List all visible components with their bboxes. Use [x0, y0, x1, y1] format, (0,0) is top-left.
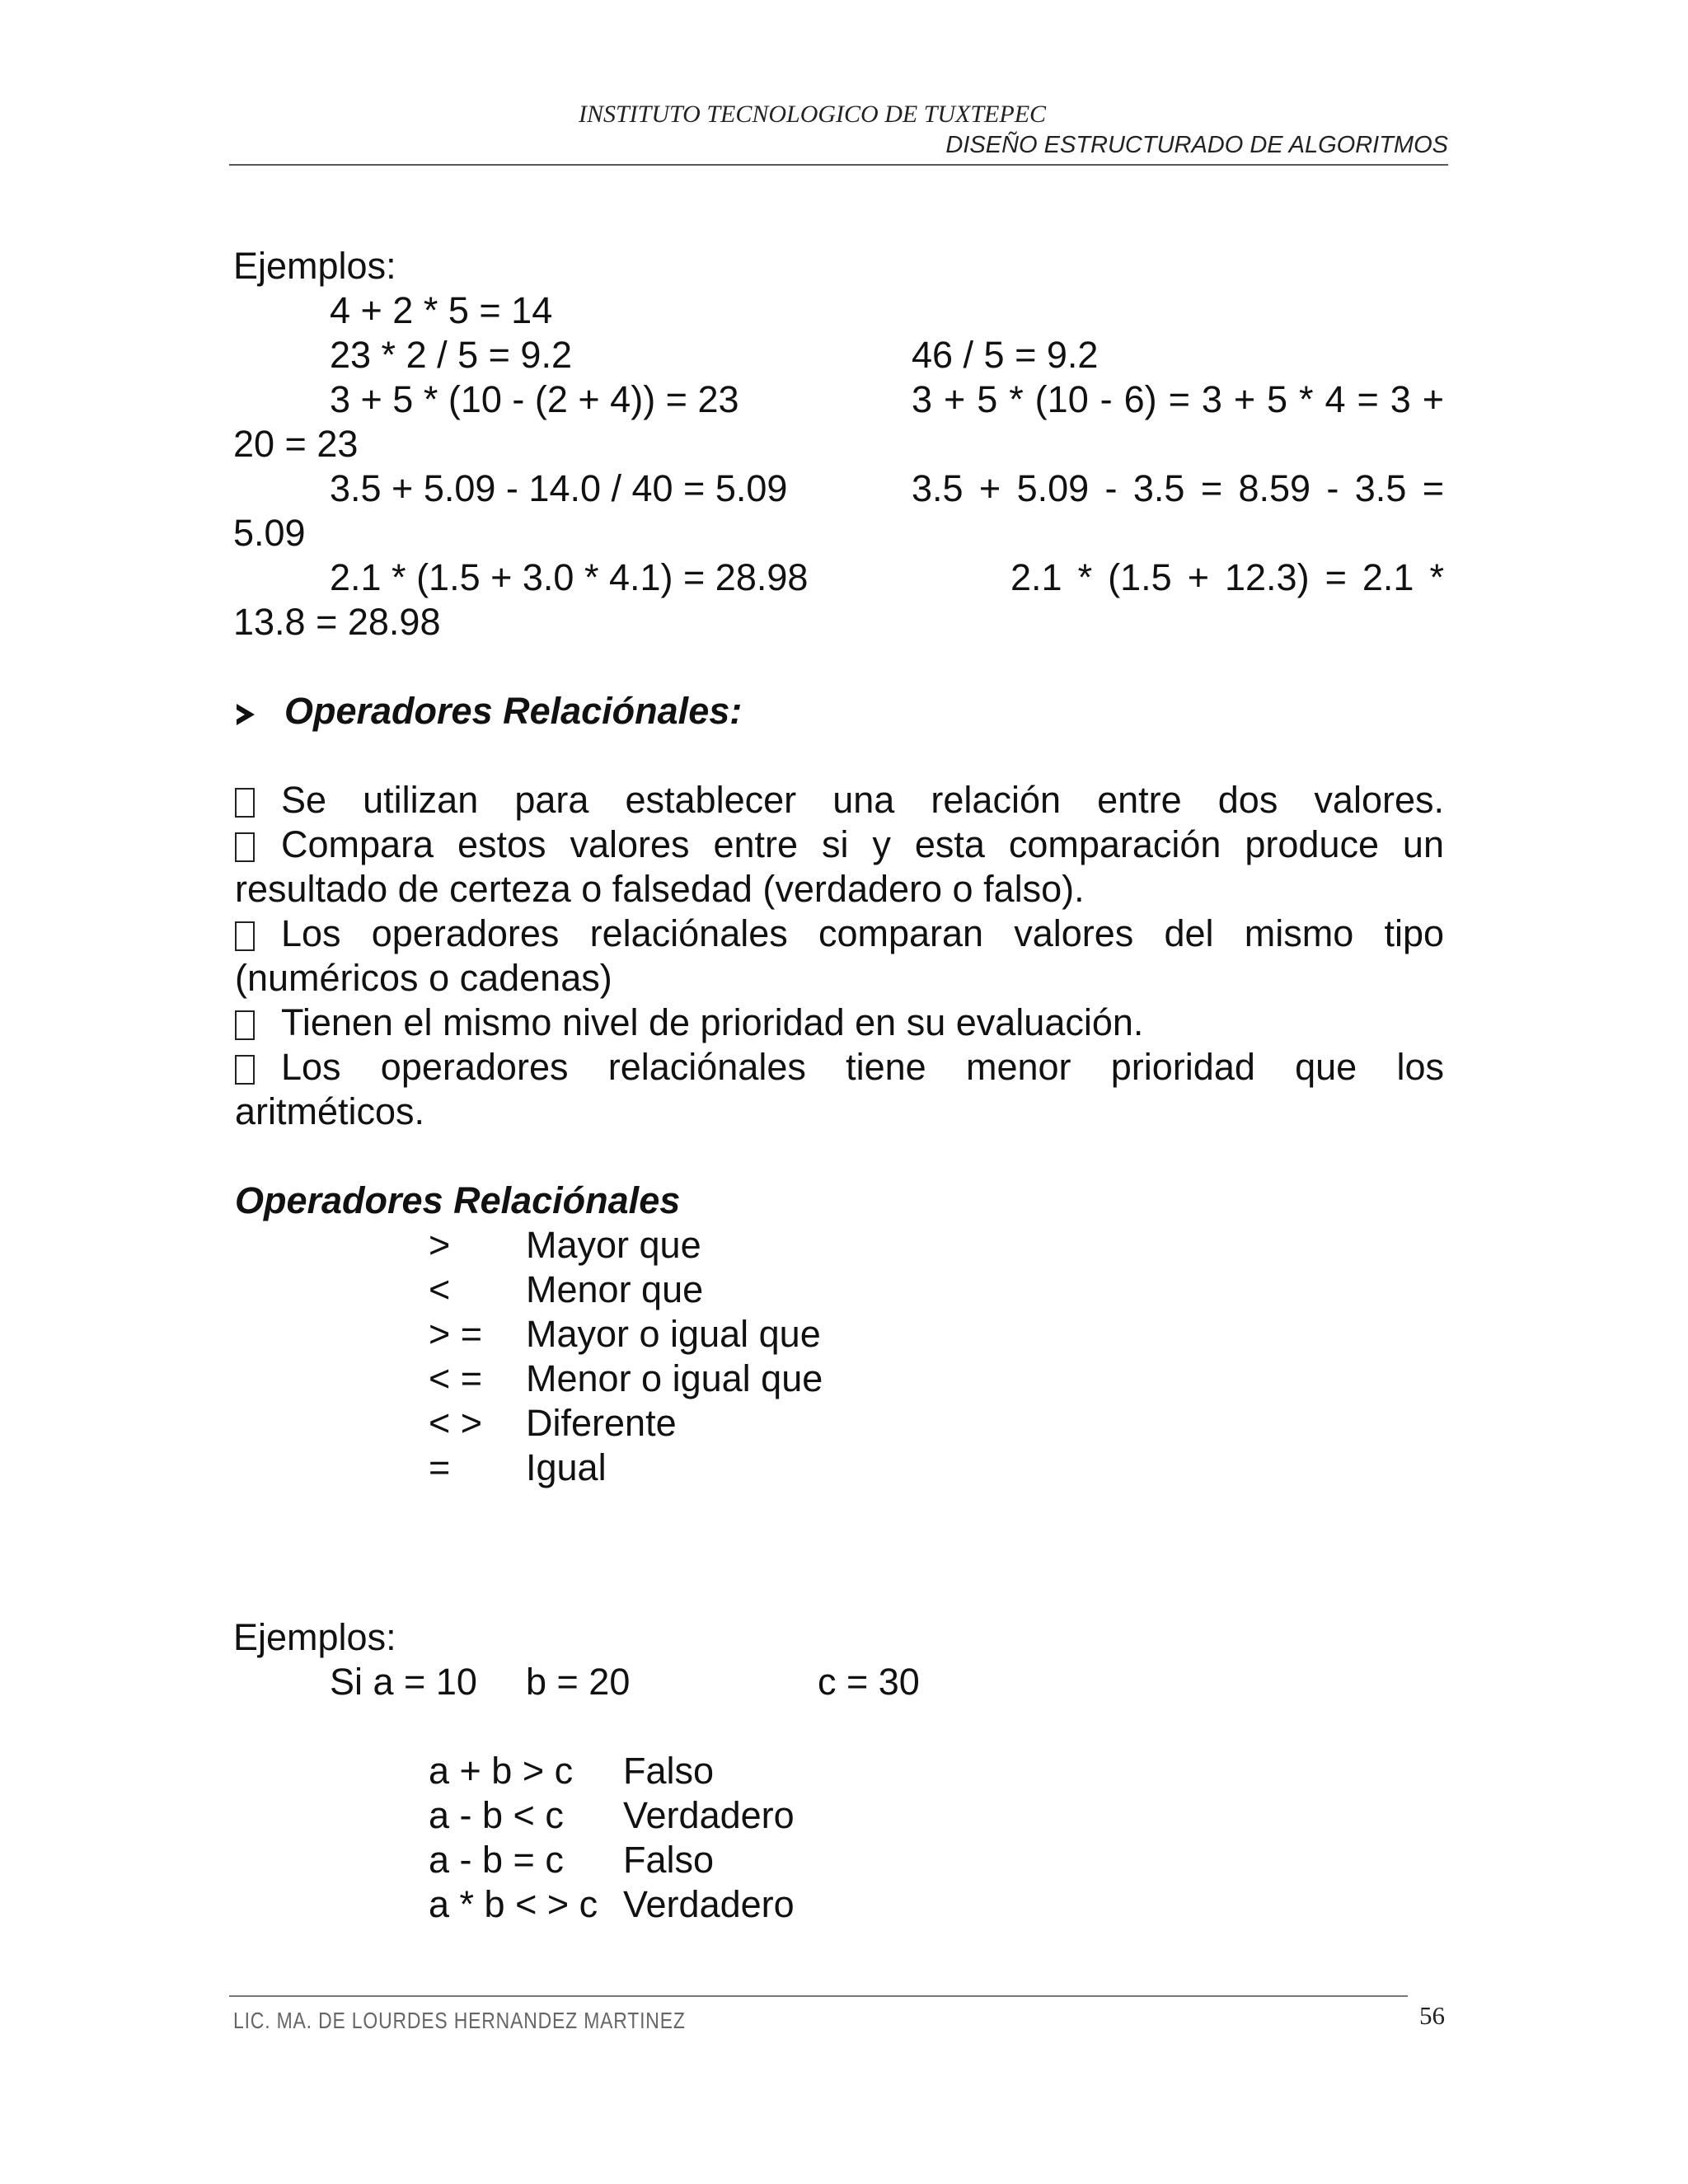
example-left: 2.1 * (1.5 + 3.0 * 4.1) = 28.98: [330, 556, 809, 598]
header-institute: INSTITUTO TECNOLOGICO DE TUXTEPEC: [579, 101, 1047, 128]
operators-title: Operadores Relaciónales: [235, 1179, 681, 1221]
example-right: 46 / 5 = 9.2: [912, 334, 1099, 376]
example-continuation: 5.09: [233, 512, 306, 554]
header-rule: [229, 164, 1448, 166]
relational-expression: a - b < c: [429, 1794, 564, 1836]
example-right: 3 + 5 * (10 - 6) = 3 + 5 * 4 = 3 +: [912, 378, 1444, 420]
example-continuation: 13.8 = 28.98: [233, 601, 441, 643]
operator-symbol: >: [429, 1224, 451, 1266]
bullet-item: Tienen el mismo nivel de prioridad en su evaluación.: [235, 1001, 1444, 1045]
relational-expression: a * b < > c: [429, 1883, 598, 1925]
examples-title: Ejemplos:: [233, 245, 396, 287]
operator-meaning: Mayor que: [526, 1224, 701, 1266]
relational-result: Verdadero: [623, 1794, 795, 1836]
example-right: 3.5 + 5.09 - 3.5 = 8.59 - 3.5 =: [912, 467, 1444, 509]
relational-result: Falso: [623, 1839, 715, 1881]
bullet-item: Los operadores relaciónales comparan valores del mismo tipo (numéricos o cadenas): [235, 912, 1444, 999]
operator-meaning: Diferente: [526, 1402, 677, 1444]
var-c: c = 30: [818, 1661, 920, 1703]
footer-rule: [229, 1995, 1408, 1997]
example-right: 2.1 * (1.5 + 12.3) = 2.1 *: [1010, 556, 1444, 598]
relational-expression: a - b = c: [429, 1839, 564, 1881]
bullet-item: Los operadores relaciónales tiene menor prioridad que los aritméticos.: [235, 1046, 1444, 1132]
example-left: 4 + 2 * 5 = 14: [330, 289, 553, 331]
section-heading: [237, 689, 742, 733]
operator-symbol: < =: [429, 1357, 483, 1399]
operator-symbol: < >: [429, 1402, 483, 1444]
footer-author: LIC. MA. DE LOURDES HERNANDEZ MARTINEZ: [233, 2008, 686, 2033]
example-continuation: 20 = 23: [233, 423, 359, 465]
bullet-box-icon: [235, 1055, 255, 1085]
page-number: 56: [1419, 2001, 1445, 2030]
arrow-bullet-icon: [237, 704, 255, 725]
bullet-box-icon: [235, 832, 255, 862]
var-a: Si a = 10: [330, 1661, 477, 1703]
operator-meaning: Igual: [526, 1446, 607, 1488]
operator-meaning: Mayor o igual que: [526, 1313, 821, 1355]
operator-symbol: > =: [429, 1313, 483, 1355]
bullet-item: Se utilizan para establecer una relación entre dos valores.: [235, 778, 1444, 823]
relational-result: Verdadero: [623, 1883, 795, 1925]
operator-meaning: Menor que: [526, 1268, 704, 1310]
relational-expression: a + b > c: [429, 1750, 574, 1792]
operator-symbol: <: [429, 1268, 451, 1310]
bullet-box-icon: [235, 788, 255, 818]
examples2-title: Ejemplos:: [233, 1616, 396, 1658]
example-left: 23 * 2 / 5 = 9.2: [330, 334, 572, 376]
example-left: 3.5 + 5.09 - 14.0 / 40 = 5.09: [330, 467, 788, 509]
section-heading-text: Operadores Relaciónales:: [284, 690, 743, 732]
bullet-box-icon: [235, 921, 255, 951]
relational-result: Falso: [623, 1750, 715, 1792]
bullet-box-icon: [235, 1010, 255, 1040]
operator-meaning: Menor o igual que: [526, 1357, 823, 1399]
operator-symbol: =: [429, 1446, 451, 1488]
header-course: DISEÑO ESTRUCTURADO DE ALGORITMOS: [945, 132, 1448, 158]
var-b: b = 20: [526, 1661, 631, 1703]
example-left: 3 + 5 * (10 - (2 + 4)) = 23: [330, 378, 739, 420]
bullet-item: Compara estos valores entre si y esta comparación produce un resultado de certeza o falsedad (verdadero o falso).: [235, 823, 1444, 910]
